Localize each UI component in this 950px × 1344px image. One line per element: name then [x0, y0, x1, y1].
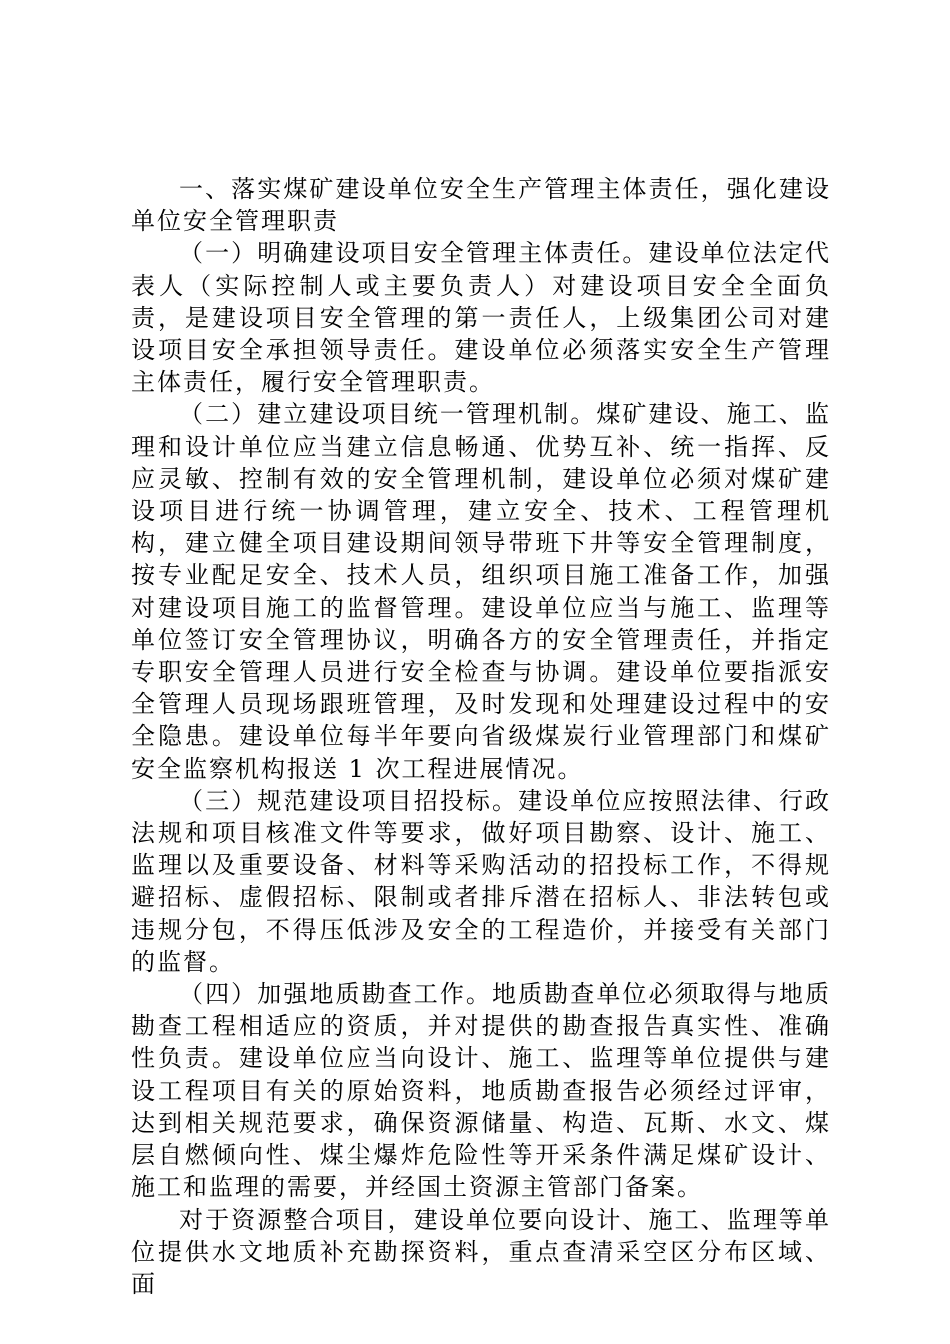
paragraph-1: （一）明确建设项目安全管理主体责任。建设单位法定代表人（实际控制人或主要负责人）对建设项目安全全面负责，是建设项目安全管理的第一责任人，上级集团公司对建设项目安全承担领导责任。建设单位必须落实安全生产管理主体责任，履行安全管理职责。: [131, 239, 831, 397]
paragraph-5: 对于资源整合项目，建设单位要向设计、施工、监理等单位提供水文地质补充勘探资料，重点查清采空区分布区域、面: [131, 1205, 831, 1298]
paragraph-4: （四）加强地质勘查工作。地质勘查单位必须取得与地质勘查工程相适应的资质，并对提供的勘查报告真实性、准确性负责。建设单位应当向设计、施工、监理等单位提供与建设工程项目有关的原始资料，地质勘查报告必须经过评审，达到相关规范要求，确保资源储量、构造、瓦斯、水文、煤层自燃倾向性、煤尘爆炸危险性等开采条件满足煤矿设计、施工和监理的需要，并经国土资源主管部门备案。: [131, 980, 831, 1202]
document-body: [131, 173, 831, 1300]
section-heading: 一、落实煤矿建设单位安全生产管理主体责任，强化建设单位安全管理职责: [131, 175, 831, 236]
paragraph-2: （二）建立建设项目统一管理机制。煤矿建设、施工、监理和设计单位应当建立信息畅通、优势互补、统一指挥、反应灵敏、控制有效的安全管理机制，建设单位必须对煤矿建设项目进行统一协调管理，建立安全、技术、工程管理机构，建立健全项目建设期间领导带班下井等安全管理制度，按专业配足安全、技术人员，组织项目施工准备工作，加强对建设项目施工的监督管理。建设单位应当与施工、监理等单位签订安全管理协议，明确各方的安全管理责任，并指定专职安全管理人员进行安全检查与协调。建设单位要指派安全管理人员现场跟班管理，及时发现和处理建设过程中的安全隐患。建设单位每半年要向省级煤炭行业管理部门和煤矿安全监察机构报送 1 次工程进展情况。: [131, 400, 831, 783]
paragraph-3: （三）规范建设项目招投标。建设单位应按照法律、行政法规和项目核准文件等要求，做好项目勘察、设计、施工、监理以及重要设备、材料等采购活动的招投标工作，不得规避招标、虚假招标、限制或者排斥潜在招标人、非法转包或违规分包，不得压低涉及安全的工程造价，并接受有关部门的监督。: [131, 786, 831, 976]
